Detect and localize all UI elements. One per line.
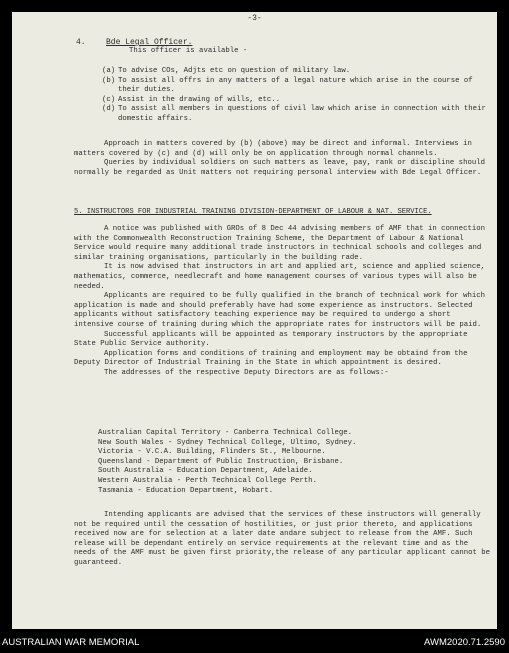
paragraph: Approach in matters covered by (b) (above) may be direct and informal. Interviews in matters covered by (c) and (d) will only be on application through normal channels. <box>74 140 472 158</box>
list-item-label: (d) <box>102 105 116 114</box>
paragraph: It is now advised that instructors in art and applied art, science and applied science, mathematics, commerce, needlecraft and home management courses of various types will also be needed. <box>74 263 485 291</box>
list-item <box>102 105 487 124</box>
list-item <box>102 77 487 96</box>
address-list <box>98 429 356 496</box>
section-5-title: 5. INSTRUCTORS FOR INDUSTRIAL TRAINING DIVISION-DEPARTMENT OF LABOUR & NAT. SERVICE. <box>74 208 432 216</box>
section-4-intro: This officer is available - <box>129 47 248 55</box>
list-item: Western Australia - Perth Technical College Perth. <box>98 476 317 485</box>
list-item: South Australia - Education Department, Adelaide. <box>98 467 313 476</box>
paragraph: The addresses of the respective Deputy Directors are as follows:- <box>104 368 389 377</box>
section-5-body <box>74 225 492 379</box>
page-number: -3- <box>247 14 262 23</box>
list-item: Victoria - V.C.A. Building, Flinders St., Melbourne. <box>98 448 326 457</box>
list-item-text: To assist all offrs in any matters of a legal nature which arise in the course of their duties. <box>118 76 473 95</box>
list-item: Tasmania - Education Department, Hobart. <box>98 486 274 495</box>
document-page <box>12 12 497 629</box>
list-item-label: (b) <box>102 76 116 85</box>
list-item: Queensland - Department of Public Instruction, Brisbane. <box>98 457 344 466</box>
archive-name: AUSTRALIAN WAR MEMORIAL <box>2 637 140 648</box>
paragraph: Successful applicants will be appointed as temporary instructors by the appropriate State Public Service authority. <box>74 330 468 349</box>
accession-number: AWM2020.71.2590 <box>424 637 505 648</box>
section-4-number: 4. <box>76 38 86 47</box>
list-item-label: (a) <box>102 67 116 75</box>
list-item-text: To advise COs, Adjts etc on question of military law. <box>118 67 351 75</box>
list-item <box>102 96 487 106</box>
list-item-text: Assist in the drawing of wills, etc.. <box>118 95 281 104</box>
section-4-body <box>74 140 492 178</box>
paragraph: Queries by individual soldiers on such matters as leave, pay, rank or discipline should normally be regarded as Unit matters not requiring personal interview with Bde Legal Officer. <box>74 159 485 177</box>
list-item: New South Wales - Sydney Technical College, Ultimo, Sydney. <box>98 438 357 447</box>
archive-footer <box>0 633 509 653</box>
paragraph: Intending applicants are advised that the services of these instructors will generally not be required until the cessation of hostilities, or just prior thereto, and applications received now are for selection at a later date andare subject to release from the AMF. Such release will be dependant entirely on service requirements at the relevant time and as the needs of the AMF must be given first priority,the release of any particular applicant cannot be guaranteed. <box>74 511 490 567</box>
paragraph: A notice was published with GROs of 8 Dec 44 advising members of AMF that in connection with the Commonwealth Reconstruction Training Scheme, the Department of Labour & National Service would require many additional trade instructors in technical schools and colleges and similar training organisations, particularly in the building rade. <box>74 225 485 262</box>
list-item-label: (c) <box>102 95 116 104</box>
section-4-list <box>102 67 487 125</box>
section-4-title: Bde Legal Officer. <box>106 38 193 47</box>
list-item-text: To assist all members in questions of civil law which arise in connection with their domestic affairs. <box>118 105 486 123</box>
list-item <box>102 67 487 77</box>
paragraph: Application forms and conditions of training and employment may be obtaind from the Deputy Director of Industrial Training in the State in which appointment is desired. <box>74 349 468 368</box>
section-5-closing <box>74 511 492 569</box>
list-item: Australian Capital Territory - Canberra Technical College. <box>98 429 352 437</box>
paragraph: Applicants are required to be fully qualified in the branch of technical work for which application is made and should preferably have had some experience as instructors. Selected applicants without satisfactory teaching experience may be required to undergo a short intensive course of training during which the appropriate rates for instructors will be paid. <box>74 292 485 329</box>
